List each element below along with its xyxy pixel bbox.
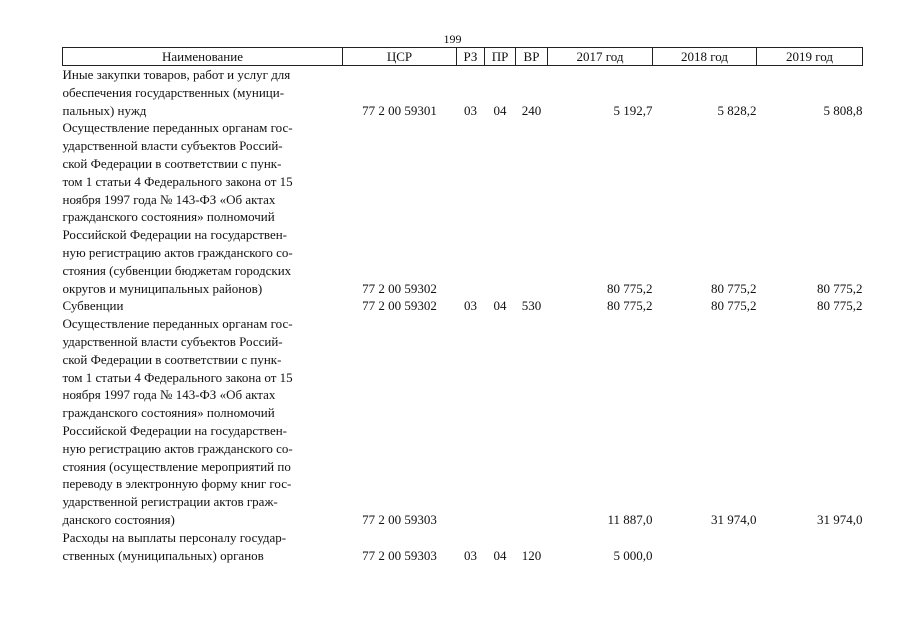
budget-table — [62, 47, 863, 564]
name-line: том 1 статьи 4 Федерального закона от 15 — [62, 173, 293, 189]
cell-2018: 80 775,2 — [711, 280, 757, 296]
header-rz: РЗ — [457, 48, 485, 66]
header-row — [63, 48, 863, 66]
name-line: данского состояния) — [62, 511, 175, 527]
name-line: ную регистрацию актов гражданского со- — [62, 244, 293, 260]
table-row — [63, 66, 863, 120]
cell-2017: 80 775,2 — [607, 280, 653, 296]
cell-csr: 77 2 00 59303 — [362, 547, 437, 563]
cell-csr: 77 2 00 59301 — [362, 102, 437, 118]
name-line: гражданского состояния» полномочий — [62, 405, 275, 421]
cell-rz — [457, 119, 485, 297]
name-line: пальных) нужд — [62, 102, 147, 118]
cell-2017: 11 887,0 — [607, 511, 653, 527]
page-number: 199 — [443, 32, 462, 46]
name-line: ской Федерации в соответствии с пунк- — [62, 351, 282, 367]
cell-name — [63, 119, 343, 297]
cell-2018: 5 828,2 — [717, 102, 757, 118]
header-vr: ВР — [516, 48, 548, 66]
name-line: ударственной регистрации актов граж- — [62, 494, 278, 510]
cell-2019 — [757, 529, 863, 565]
header-csr: ЦСР — [343, 48, 457, 66]
cell-pr: 04 — [493, 102, 507, 118]
name-line: стояния (осуществление мероприятий по — [62, 458, 291, 474]
cell-vr: 240 — [521, 102, 542, 118]
table-row — [63, 297, 863, 315]
cell-2018: 80 775,2 — [711, 298, 757, 314]
cell-2017: 80 775,2 — [607, 298, 653, 314]
cell-vr — [516, 119, 548, 297]
cell-name — [63, 297, 343, 315]
name-line: ную регистрацию актов гражданского со- — [62, 440, 293, 456]
name-line: ударственной власти субъектов Россий- — [62, 333, 283, 349]
name-line: Российской Федерации на государствен- — [62, 227, 288, 243]
cell-vr — [516, 315, 548, 529]
header-pr: ПР — [485, 48, 516, 66]
cell-name — [63, 529, 343, 565]
cell-pr: 04 — [493, 547, 507, 563]
header-2018: 2018 год — [653, 48, 757, 66]
cell-vr: 530 — [521, 298, 542, 314]
name-line: Расходы на выплаты персоналу государ- — [62, 529, 287, 545]
cell-2019: 31 974,0 — [817, 511, 863, 527]
cell-rz — [457, 315, 485, 529]
cell-2019: 80 775,2 — [817, 280, 863, 296]
cell-pr — [485, 119, 516, 297]
header-name: Наименование — [63, 48, 343, 66]
cell-rz: 03 — [464, 298, 477, 314]
name-line: Осуществление переданных органам гос- — [62, 316, 293, 332]
cell-2018: 31 974,0 — [711, 511, 757, 527]
cell-vr: 120 — [521, 547, 542, 563]
cell-pr — [485, 315, 516, 529]
cell-name — [63, 315, 343, 529]
cell-csr: 77 2 00 59303 — [362, 511, 437, 527]
table-body — [63, 66, 863, 565]
name-line: переводу в электронную форму книг гос- — [62, 476, 292, 492]
cell-csr: 77 2 00 59302 — [362, 298, 437, 314]
cell-rz: 03 — [464, 547, 477, 563]
cell-rz: 03 — [464, 102, 477, 118]
name-line: том 1 статьи 4 Федерального закона от 15 — [62, 369, 293, 385]
cell-csr: 77 2 00 59302 — [362, 280, 437, 296]
name-line: обеспечения государственных (муници- — [62, 84, 285, 100]
header-2019: 2019 год — [757, 48, 863, 66]
cell-2018 — [653, 529, 757, 565]
cell-2019: 80 775,2 — [817, 298, 863, 314]
cell-2017: 5 192,7 — [613, 102, 653, 118]
name-line: Российской Федерации на государствен- — [62, 422, 288, 438]
header-2017: 2017 год — [548, 48, 653, 66]
cell-name — [63, 66, 343, 120]
name-line: ноября 1997 года № 143-ФЗ «Об актах — [62, 387, 276, 403]
cell-pr: 04 — [493, 298, 507, 314]
cell-2017: 5 000,0 — [613, 547, 653, 563]
table-row — [63, 119, 863, 297]
name-line: ской Федерации в соответствии с пунк- — [62, 155, 282, 171]
name-line: Субвенции — [62, 298, 124, 314]
name-line: ударственной власти субъектов Россий- — [62, 138, 283, 154]
name-line: стояния (субвенции бюджетам городских — [62, 262, 292, 278]
name-line: гражданского состояния» полномочий — [62, 209, 275, 225]
name-line: ственных (муниципальных) органов — [62, 547, 264, 563]
table-row — [63, 315, 863, 529]
name-line: Осуществление переданных органам гос- — [62, 120, 293, 136]
name-line: Иные закупки товаров, работ и услуг для — [62, 67, 291, 82]
name-line: ноября 1997 года № 143-ФЗ «Об актах — [62, 191, 276, 207]
cell-2019: 5 808,8 — [823, 102, 863, 118]
name-line: округов и муниципальных районов) — [62, 280, 263, 296]
table-row — [63, 529, 863, 565]
